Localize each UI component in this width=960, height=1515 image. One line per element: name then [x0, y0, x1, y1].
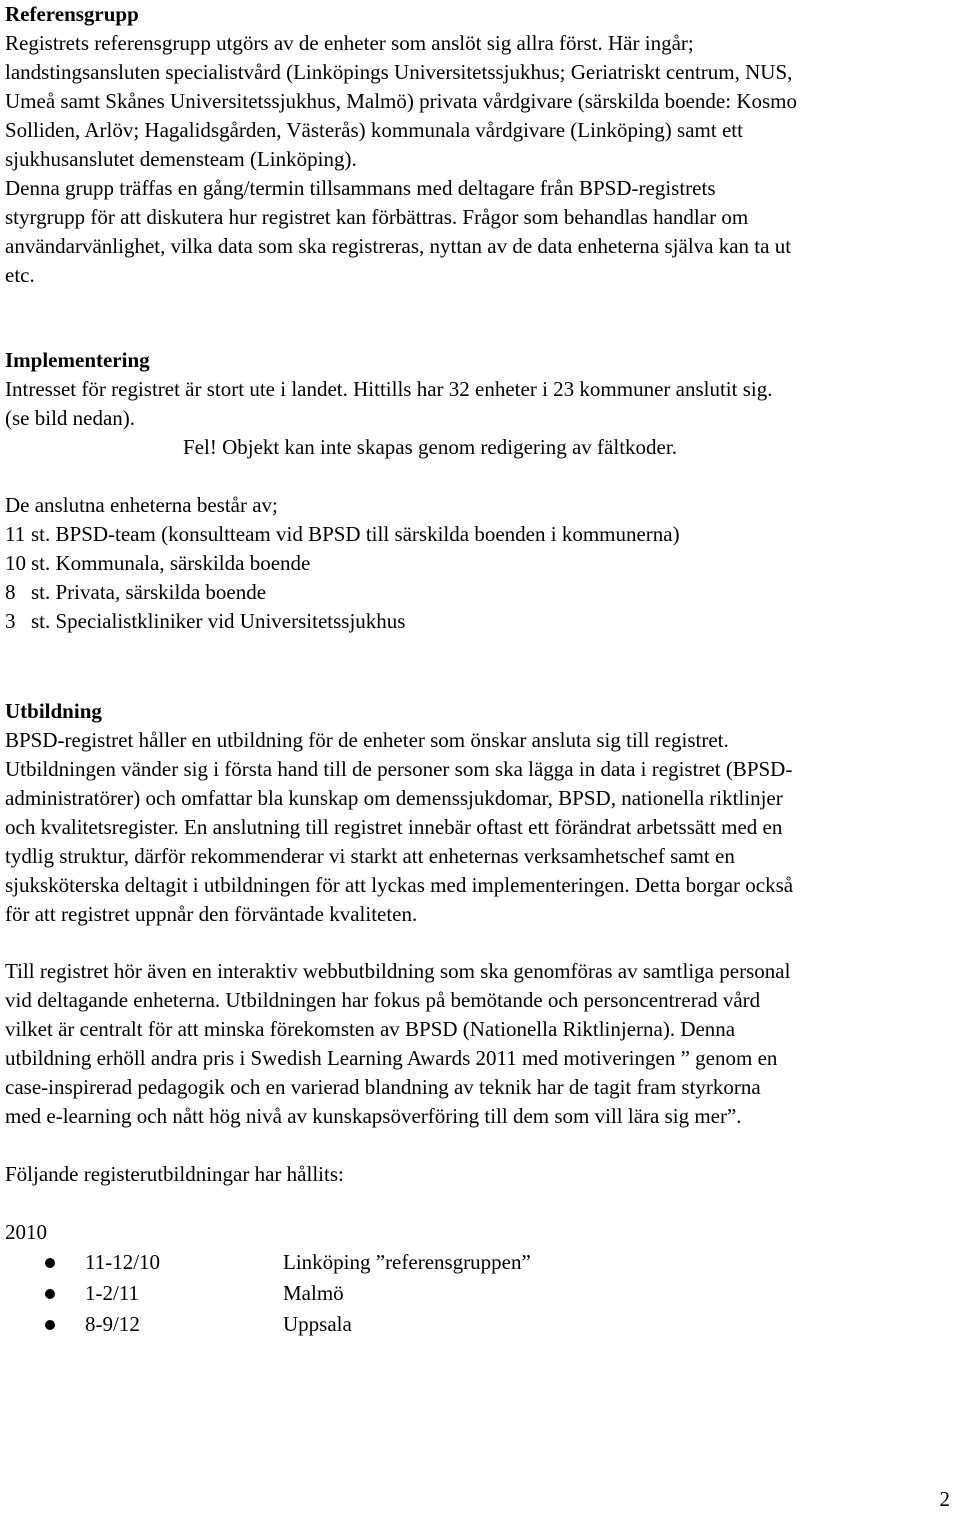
paragraph-line: för att registret uppnår den förväntade kvaliteten.: [5, 902, 418, 926]
heading-implementering: Implementering: [5, 348, 150, 372]
paragraph-line: case-inspirerad pedagogik och en varierad blandning av teknik har de tagit fram styrkorna: [5, 1075, 761, 1099]
section-registerutbildningar-intro: [5, 1160, 344, 1189]
paragraph-line: vid deltagande enheterna. Utbildningen har fokus på bemötande och personcentrerad vård: [5, 988, 761, 1012]
count-text: st. Specialistkliniker vid Universitetssjukhus: [31, 609, 406, 633]
paragraph-line: Utbildningen vänder sig i första hand till de personer som ska lägga in data i registret (BPSD-: [5, 757, 793, 781]
paragraph-line: administratörer) och omfattar bla kunskap om demenssjukdomar, BPSD, nationella riktlinjer: [5, 786, 783, 810]
training-date: 8-9/12: [85, 1312, 140, 1336]
paragraph-line: utbildning erhöll andra pris i Swedish Learning Awards 2011 med motiveringen ” genom en: [5, 1046, 778, 1070]
paragraph-line: Till registret hör även en interaktiv webbutbildning som ska genomföras av samtliga personal: [5, 959, 791, 983]
paragraph-line: Följande registerutbildningar har hållits:: [5, 1162, 344, 1186]
section-implementering: [5, 346, 772, 636]
paragraph-line: med e-learning och nått hög nivå av kunskapsöverföring till dem som vill lära sig mer”.: [5, 1104, 742, 1128]
paragraph-line: landstingsansluten specialistvård (Linköpings Universitetssjukhus; Geriatriskt centrum, NUS,: [5, 60, 793, 84]
paragraph-line: tydlig struktur, därför rekommenderar vi starkt att enheternas verksamhetschef samt en: [5, 844, 735, 868]
count-row: [5, 607, 772, 636]
count-number: 10: [5, 551, 26, 575]
heading-utbildning: Utbildning: [5, 699, 102, 723]
paragraph-line: Intresset för registret är stort ute i landet. Hittills har 32 enheter i 23 kommuner anslutit sig.: [5, 377, 773, 401]
field-code-error: Fel! Objekt kan inte skapas genom redigering av fältkoder.: [183, 435, 677, 459]
count-number: 8: [5, 580, 16, 604]
section-webbutbildning: [5, 957, 790, 1131]
count-row: [5, 520, 772, 549]
paragraph-line: sjuksköterska deltagit i utbildningen för att lyckas med implementeringen. Detta borgar också: [5, 873, 794, 897]
paragraph-line: etc.: [5, 263, 35, 287]
paragraph-line: (se bild nedan).: [5, 406, 136, 430]
paragraph-line: vilket är centralt för att minska förekomsten av BPSD (Nationella Riktlinjerna). Denna: [5, 1017, 736, 1041]
paragraph-line: Umeå samt Skånes Universitetssjukhus, Malmö) privata vårdgivare (särskilda boende: Kosmo: [5, 89, 797, 113]
year-label: 2010: [5, 1220, 47, 1244]
training-place: Linköping ”referensgruppen”: [283, 1250, 531, 1274]
bullet-icon: [45, 1320, 55, 1330]
paragraph-line: Denna grupp träffas en gång/termin tillsammans med deltagare från BPSD-registrets: [5, 176, 716, 200]
page-number: 2: [939, 1487, 950, 1511]
training-date: 1-2/11: [85, 1281, 140, 1305]
count-text: st. Privata, särskilda boende: [31, 580, 267, 604]
bullet-icon: [45, 1258, 55, 1268]
list-item: [5, 1278, 531, 1309]
paragraph-line: och kvalitetsregister. En anslutning till registret innebär oftast ett förändrat arbetssätt med en: [5, 815, 783, 839]
count-text: st. Kommunala, särskilda boende: [31, 551, 311, 575]
training-place: Uppsala: [283, 1312, 352, 1336]
section-registerutbildningar-list: [5, 1218, 531, 1340]
spacer: [5, 462, 772, 491]
section-referensgrupp: [5, 0, 797, 290]
training-place: Malmö: [283, 1281, 344, 1305]
count-number: 3: [5, 609, 16, 633]
list-intro: De anslutna enheterna består av;: [5, 493, 278, 517]
count-row: [5, 578, 772, 607]
paragraph-line: användarvänlighet, vilka data som ska registreras, nyttan av de data enheterna själva kan ta ut: [5, 234, 792, 258]
section-utbildning: [5, 697, 793, 929]
paragraph-line: Registrets referensgrupp utgörs av de enheter som anslöt sig allra först. Här ingår;: [5, 31, 694, 55]
bullet-icon: [45, 1289, 55, 1299]
training-date: 11-12/10: [85, 1250, 161, 1274]
paragraph-line: styrgrupp för att diskutera hur registret kan förbättras. Frågor som behandlas handlar om: [5, 205, 749, 229]
paragraph-line: sjukhusanslutet demensteam (Linköping).: [5, 147, 357, 171]
count-row: [5, 549, 772, 578]
heading-referensgrupp: Referensgrupp: [5, 2, 139, 26]
paragraph-line: Solliden, Arlöv; Hagalidsgården, Västerås) kommunala vårdgivare (Linköping) samt ett: [5, 118, 743, 142]
list-item: [5, 1247, 531, 1278]
count-text: st. BPSD-team (konsultteam vid BPSD till särskilda boenden i kommunerna): [31, 522, 680, 546]
list-item: [5, 1309, 531, 1340]
count-number: 11: [5, 522, 26, 546]
paragraph-line: BPSD-registret håller en utbildning för de enheter som önskar ansluta sig till registret.: [5, 728, 729, 752]
